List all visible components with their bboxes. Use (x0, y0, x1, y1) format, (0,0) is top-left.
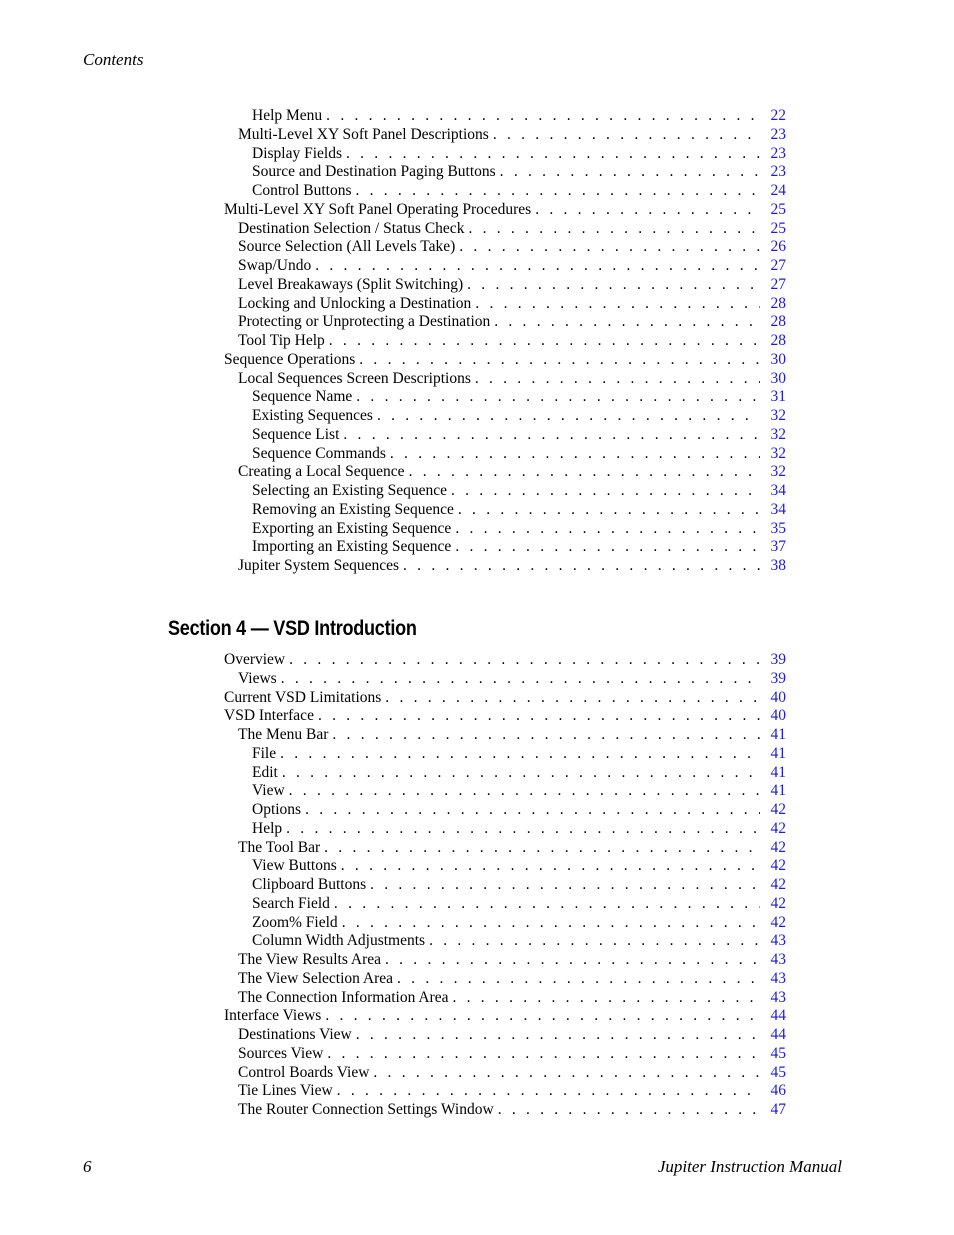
toc-page-link[interactable]: 42 (770, 876, 786, 893)
toc-entry-title: Tool Tip Help (238, 332, 325, 349)
toc-dot-leader (355, 182, 760, 201)
toc-dot-leader (429, 932, 760, 951)
toc-dot-leader (318, 707, 760, 726)
toc-entry-title: Views (238, 669, 277, 687)
toc-entry[interactable] (224, 782, 786, 801)
toc-dot-leader (280, 745, 760, 764)
toc-entry[interactable] (224, 332, 786, 351)
toc-entry[interactable] (224, 726, 786, 745)
toc-page-link[interactable]: 43 (770, 951, 786, 968)
toc-page-link[interactable]: 34 (770, 500, 786, 518)
toc-dot-leader (356, 388, 760, 407)
toc-page-link[interactable]: 27 (770, 275, 786, 293)
toc-entry[interactable] (224, 820, 786, 839)
toc-dot-leader (337, 1082, 760, 1101)
toc-page-link[interactable]: 43 (770, 988, 786, 1006)
toc-entry-title: Locking and Unlocking a Destination (238, 294, 472, 312)
toc-dot-leader (289, 782, 760, 801)
toc-entry-title: The Connection Information Area (238, 988, 449, 1006)
toc-entry-title: Control Boards View (238, 1063, 370, 1081)
toc-entry[interactable] (224, 951, 786, 970)
toc-entry-title: Sequence List (252, 425, 340, 443)
toc-dot-leader (452, 989, 760, 1008)
toc-dot-leader (403, 557, 760, 576)
toc-entry-title: Existing Sequences (252, 407, 373, 424)
toc-list-part1 (224, 107, 786, 576)
toc-page-link[interactable]: 32 (770, 407, 786, 424)
toc-entry[interactable] (224, 276, 786, 295)
toc-entry[interactable] (224, 764, 786, 783)
toc-entry[interactable] (224, 313, 786, 332)
toc-entry[interactable] (224, 426, 786, 445)
toc-page-link[interactable]: 47 (770, 1101, 786, 1118)
toc-dot-leader (373, 1064, 760, 1083)
toc-page-link[interactable]: 32 (770, 425, 786, 443)
toc-entry[interactable] (224, 557, 786, 576)
toc-page-link[interactable]: 24 (770, 182, 786, 199)
toc-entry[interactable] (224, 895, 786, 914)
toc-page-link[interactable]: 37 (770, 538, 786, 556)
toc-dot-leader (343, 426, 760, 445)
toc-page-link[interactable]: 23 (770, 125, 786, 143)
toc-entry-title: Current VSD Limitations (224, 688, 382, 706)
toc-page-link[interactable]: 42 (770, 894, 786, 912)
toc-page-link[interactable]: 30 (770, 350, 786, 368)
toc-dot-leader (458, 501, 760, 520)
toc-entry[interactable] (224, 914, 786, 933)
toc-dot-leader (315, 257, 760, 276)
toc-page-link[interactable]: 41 (770, 763, 786, 781)
toc-entry[interactable] (224, 801, 786, 820)
toc-dot-leader (409, 463, 760, 482)
toc-dot-leader (494, 313, 760, 332)
toc-entry[interactable] (224, 445, 786, 464)
toc-entry-title: Search Field (252, 894, 330, 912)
toc-entry[interactable] (224, 989, 786, 1008)
toc-page-link[interactable]: 42 (770, 838, 786, 856)
toc-entry-title: Options (252, 801, 302, 818)
toc-page-link[interactable]: 45 (770, 1044, 786, 1062)
toc-dot-leader (377, 407, 760, 426)
toc-entry[interactable] (224, 651, 786, 670)
toc-entry-title: Removing an Existing Sequence (252, 500, 454, 518)
toc-page-link[interactable]: 42 (770, 819, 786, 837)
section-heading: Section 4 — VSD Introduction (168, 617, 417, 640)
toc-entry[interactable] (224, 707, 786, 726)
toc-entry-title: Clipboard Buttons (252, 876, 367, 893)
toc-entry-title: The View Selection Area (238, 969, 394, 987)
toc-dot-leader (475, 370, 760, 389)
toc-entry[interactable] (224, 538, 786, 557)
toc-dot-leader (493, 126, 760, 145)
toc-page-link[interactable]: 41 (770, 782, 786, 800)
toc-page-link[interactable]: 46 (770, 1082, 786, 1100)
toc-dot-leader (305, 801, 760, 820)
toc-dot-leader (385, 689, 760, 708)
toc-entry-title: View (252, 782, 285, 800)
toc-page-link[interactable]: 30 (770, 369, 786, 387)
toc-entry-title: Exporting an Existing Sequence (252, 519, 452, 537)
toc-entry[interactable] (224, 857, 786, 876)
toc-dot-leader (500, 163, 760, 182)
toc-dot-leader (289, 651, 760, 670)
toc-entry-title: Multi-Level XY Soft Panel Operating Procedures (224, 200, 532, 218)
toc-page-link[interactable]: 28 (770, 313, 786, 331)
toc-entry[interactable] (224, 351, 786, 370)
toc-entry-title: The Menu Bar (238, 726, 329, 743)
toc-entry[interactable] (224, 501, 786, 520)
footer-page-number: 6 (83, 1157, 92, 1176)
toc-entry-title: Creating a Local Sequence (238, 463, 405, 481)
toc-page-link[interactable]: 40 (770, 707, 786, 725)
toc-entry-title: File (252, 744, 277, 762)
toc-entry[interactable] (224, 238, 786, 257)
toc-entry[interactable] (224, 670, 786, 689)
toc-entry-title: Jupiter System Sequences (238, 557, 400, 574)
toc-entry-title: Sequence Commands (252, 444, 386, 462)
toc-dot-leader (286, 820, 760, 839)
toc-entry[interactable] (224, 1101, 786, 1120)
toc-dot-leader (468, 220, 760, 239)
toc-entry[interactable] (224, 257, 786, 276)
toc-page-link[interactable]: 31 (770, 388, 786, 406)
toc-dot-leader (385, 951, 760, 970)
toc-entry[interactable] (224, 201, 786, 220)
toc-dot-leader (451, 482, 760, 501)
toc-entry-title: Source and Destination Paging Buttons (252, 163, 496, 181)
toc-page-link[interactable]: 39 (770, 651, 786, 668)
toc-page-link[interactable]: 44 (770, 1026, 786, 1043)
toc-entry[interactable] (224, 126, 786, 145)
toc-entry[interactable] (224, 1064, 786, 1083)
toc-page-link[interactable]: 23 (770, 163, 786, 181)
toc-entry-title: Selecting an Existing Sequence (252, 482, 447, 499)
toc-dot-leader (346, 145, 760, 164)
toc-page-link[interactable]: 25 (770, 200, 786, 218)
toc-page-link[interactable]: 27 (770, 257, 786, 274)
toc-entry[interactable] (224, 1026, 786, 1045)
toc-entry[interactable] (224, 388, 786, 407)
toc-entry[interactable] (224, 407, 786, 426)
toc-page-link[interactable]: 42 (770, 913, 786, 931)
toc-entry-title: Sequence Name (252, 388, 353, 406)
toc-entry[interactable] (224, 163, 786, 182)
toc-entry-title: Overview (224, 651, 286, 668)
toc-dot-leader (390, 445, 760, 464)
toc-page-link[interactable]: 42 (770, 857, 786, 875)
toc-entry-title: Zoom% Field (252, 913, 338, 931)
toc-entry-title: Swap/Undo (238, 257, 312, 274)
toc-entry[interactable] (224, 876, 786, 895)
toc-list-part2 (224, 651, 786, 1120)
toc-dot-leader (325, 1007, 760, 1026)
toc-entry[interactable] (224, 689, 786, 708)
toc-dot-leader (324, 839, 760, 858)
toc-page-link[interactable]: 43 (770, 932, 786, 950)
toc-entry[interactable] (224, 745, 786, 764)
toc-entry[interactable] (224, 182, 786, 201)
toc-page-link[interactable]: 28 (770, 294, 786, 312)
toc-page-link[interactable]: 41 (770, 744, 786, 762)
toc-dot-leader (342, 914, 760, 933)
toc-page-link[interactable]: 43 (770, 969, 786, 987)
toc-page-link[interactable]: 45 (770, 1063, 786, 1081)
toc-page-link[interactable]: 28 (770, 332, 786, 349)
toc-entry-title: Display Fields (252, 144, 342, 162)
toc-entry-title: The Tool Bar (238, 838, 321, 856)
toc-page-link[interactable]: 38 (770, 557, 786, 574)
toc-entry-title: Local Sequences Screen Descriptions (238, 369, 471, 387)
toc-dot-leader (282, 764, 760, 783)
toc-dot-leader (332, 726, 760, 745)
toc-dot-leader (459, 238, 760, 257)
toc-dot-leader (467, 276, 760, 295)
toc-entry[interactable] (224, 370, 786, 389)
toc-page-link[interactable]: 32 (770, 463, 786, 481)
toc-page-link[interactable]: 35 (770, 519, 786, 537)
toc-entry[interactable] (224, 145, 786, 164)
toc-dot-leader (327, 1045, 760, 1064)
toc-dot-leader (334, 895, 760, 914)
toc-entry-title: Sequence Operations (224, 350, 356, 368)
toc-entry-title: VSD Interface (224, 707, 314, 725)
toc-entry[interactable] (224, 1007, 786, 1026)
toc-entry-title: Control Buttons (252, 182, 352, 199)
toc-entry[interactable] (224, 1045, 786, 1064)
toc-dot-leader (341, 857, 760, 876)
toc-dot-leader (455, 538, 760, 557)
toc-dot-leader (397, 970, 760, 989)
toc-entry[interactable] (224, 463, 786, 482)
toc-page-link[interactable]: 26 (770, 238, 786, 256)
toc-entry[interactable] (224, 295, 786, 314)
toc-entry-title: Protecting or Unprotecting a Destination (238, 313, 491, 331)
toc-page-link[interactable]: 44 (770, 1007, 786, 1025)
toc-dot-leader (498, 1101, 760, 1120)
toc-entry-title: Edit (252, 763, 278, 781)
toc-entry[interactable] (224, 932, 786, 951)
toc-dot-leader (370, 876, 760, 895)
toc-entry[interactable] (224, 220, 786, 239)
footer-title: Jupiter Instruction Manual (657, 1157, 842, 1176)
toc-page-link[interactable]: 42 (770, 801, 786, 818)
toc-page-link[interactable]: 39 (770, 669, 786, 687)
toc-entry-title: Importing an Existing Sequence (252, 538, 452, 556)
toc-page-link[interactable]: 40 (770, 688, 786, 706)
toc-entry-title: Column Width Adjustments (252, 932, 426, 950)
toc-page-link[interactable]: 23 (770, 144, 786, 162)
toc-dot-leader (475, 295, 760, 314)
toc-page-link[interactable]: 22 (770, 107, 786, 124)
toc-entry-title: Multi-Level XY Soft Panel Descriptions (238, 125, 489, 143)
toc-entry[interactable] (224, 970, 786, 989)
toc-page-link[interactable]: 41 (770, 726, 786, 743)
toc-entry-title: Help (252, 819, 283, 837)
toc-page-link[interactable]: 32 (770, 444, 786, 462)
toc-dot-leader (535, 201, 760, 220)
running-header: Contents (83, 50, 144, 69)
toc-dot-leader (329, 332, 760, 351)
toc-entry-title: Source Selection (All Levels Take) (238, 238, 456, 256)
toc-entry-title: The View Results Area (238, 951, 381, 968)
toc-entry-title: Destination Selection / Status Check (238, 219, 465, 237)
toc-entry-title: Destinations View (238, 1026, 352, 1043)
toc-dot-leader (359, 351, 760, 370)
toc-dot-leader (281, 670, 760, 689)
toc-entry-title: The Router Connection Settings Window (238, 1101, 494, 1118)
toc-entry[interactable] (224, 107, 786, 126)
toc-dot-leader (356, 1026, 760, 1045)
toc-entry-title: Tie Lines View (238, 1082, 333, 1100)
toc-entry-title: Interface Views (224, 1007, 322, 1025)
toc-entry[interactable] (224, 482, 786, 501)
toc-dot-leader (455, 520, 760, 539)
toc-dot-leader (326, 107, 760, 126)
toc-entry-title: Level Breakaways (Split Switching) (238, 275, 464, 293)
toc-entry[interactable] (224, 839, 786, 858)
toc-entry-title: View Buttons (252, 857, 337, 875)
toc-entry[interactable] (224, 520, 786, 539)
toc-entry-title: Help Menu (252, 107, 323, 124)
toc-entry-title: Sources View (238, 1044, 324, 1062)
toc-page-link[interactable]: 34 (770, 482, 786, 499)
toc-page-link[interactable]: 25 (770, 219, 786, 237)
toc-entry[interactable] (224, 1082, 786, 1101)
